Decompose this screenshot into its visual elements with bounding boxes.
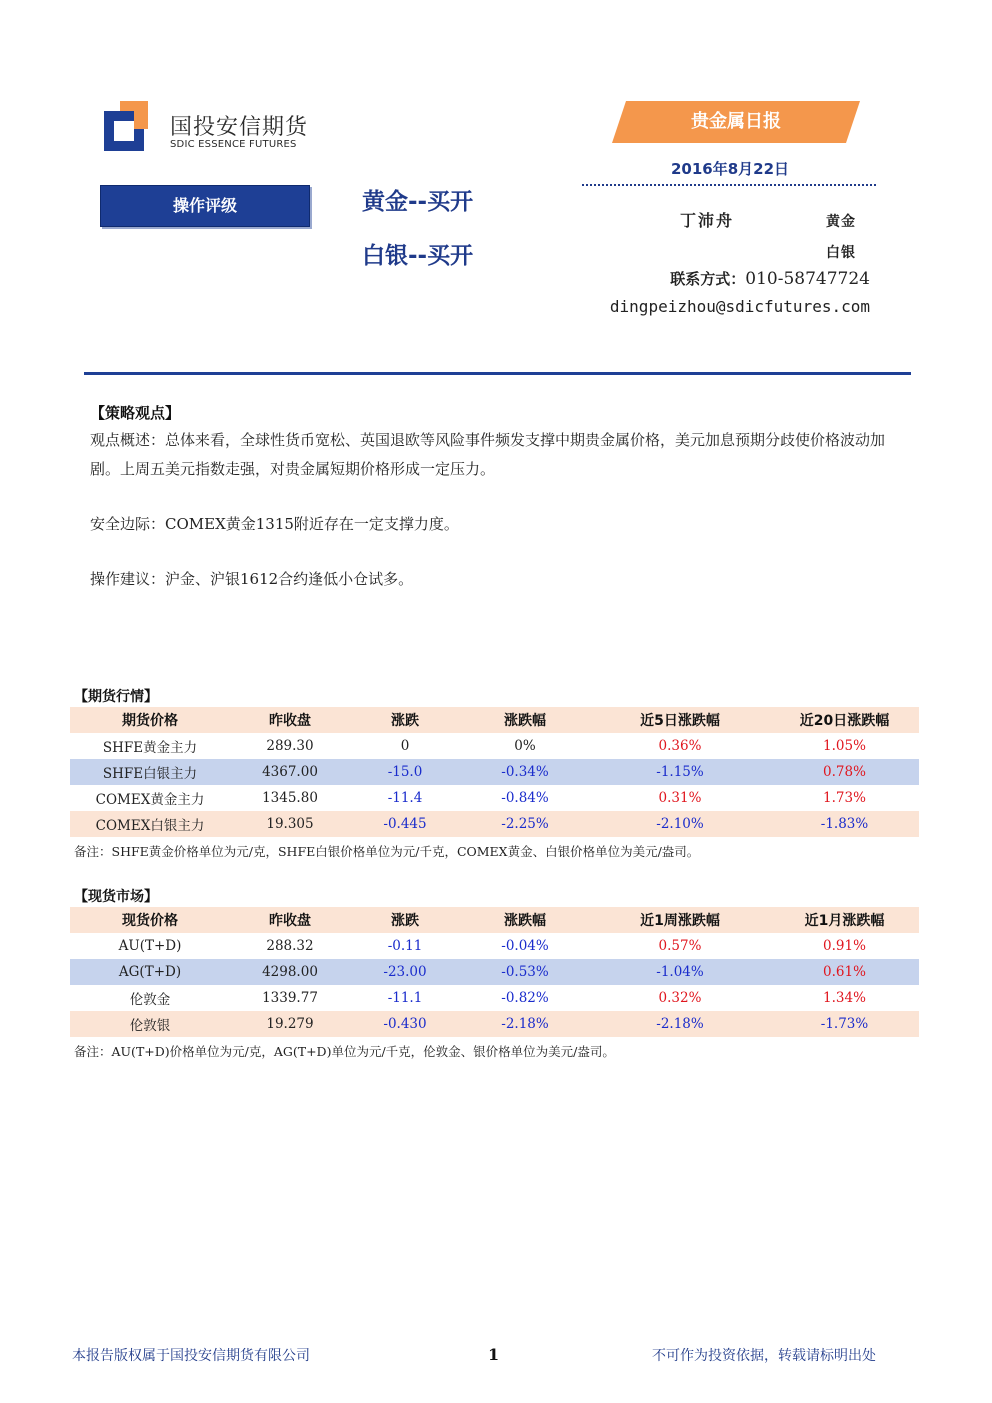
table-cell: 0.36% <box>658 738 702 754</box>
column-header: 近1周涨跌幅 <box>590 907 770 933</box>
table-cell: -2.18% <box>590 1011 770 1037</box>
table-cell: -11.4 <box>387 790 423 806</box>
table-cell: -0.53% <box>460 959 590 985</box>
column-header: 近1月涨跌幅 <box>770 907 919 933</box>
spot-note: 备注：AU(T+D)价格单位为元/克，AG(T+D)单位为元/千克，伦敦金、银价格单位为美元/盎司。 <box>74 1044 615 1059</box>
table-cell: -1.83% <box>770 811 919 837</box>
table-cell: -1.04% <box>590 959 770 985</box>
spot-title: 【现货市场】 <box>74 889 158 905</box>
table-cell: -23.00 <box>350 959 460 985</box>
table-row <box>70 959 919 985</box>
table-cell: 4367.00 <box>230 759 350 785</box>
analyst-sector-gold: 黄金 <box>826 214 856 230</box>
column-header: 现货价格 <box>70 907 230 933</box>
strategy-title: 【策略观点】 <box>90 404 181 422</box>
analyst-name: 丁沛舟 <box>680 211 735 230</box>
table-cell: -1.73% <box>770 1011 919 1037</box>
table-row <box>70 785 919 811</box>
report-date: 2016年8月22日 <box>670 160 790 178</box>
table-cell: 288.32 <box>266 938 314 954</box>
table-cell: AG(T+D) <box>70 959 230 985</box>
contact-label: 联系方式： <box>670 270 746 288</box>
table-row <box>70 811 919 837</box>
table-cell: 0.91% <box>823 938 866 954</box>
column-header: 期货价格 <box>70 707 230 733</box>
dotted-divider <box>582 184 876 186</box>
table-cell: SHFE黄金主力 <box>102 740 198 756</box>
table-cell: COMEX黄金主力 <box>95 792 205 808</box>
futures-title: 【期货行情】 <box>74 689 158 705</box>
contact-phone: 010-58747724 <box>745 269 870 289</box>
table-cell: AU(T+D) <box>118 938 182 954</box>
table-cell: -0.82% <box>501 990 549 1006</box>
table-cell: 0% <box>514 738 536 754</box>
table-cell: 1.34% <box>823 990 866 1006</box>
table-cell: -0.04% <box>501 938 549 954</box>
footer-disclaimer: 不可作为投资依据，转载请标明出处 <box>652 1348 876 1364</box>
table-cell: 19.279 <box>230 1011 350 1037</box>
table-row <box>70 933 919 959</box>
table-cell: 289.30 <box>266 738 314 754</box>
table-cell: 1339.77 <box>262 990 318 1006</box>
table-cell: 19.305 <box>230 811 350 837</box>
report-type-label: 贵金属日报 <box>691 111 781 132</box>
table-cell: -1.15% <box>590 759 770 785</box>
column-header: 昨收盘 <box>230 907 350 933</box>
column-header: 涨跌 <box>350 707 460 733</box>
table-cell: 伦敦银 <box>70 1011 230 1037</box>
table-cell: 0.57% <box>658 938 702 954</box>
table-cell: 1345.80 <box>262 790 318 806</box>
table-header-row <box>70 707 919 733</box>
page-number: 1 <box>488 1345 500 1364</box>
table-cell: -2.18% <box>460 1011 590 1037</box>
futures-note: 备注：SHFE黄金价格单位为元/克，SHFE白银价格单位为元/千克，COMEX黄金、白银价格单位为美元/盎司。 <box>74 844 700 859</box>
logo-company-name-cn: 国投安信期货 <box>170 115 309 140</box>
spot-table <box>70 907 919 1037</box>
rating-silver: 白银--买开 <box>362 243 474 269</box>
strategy-suggestion: 操作建议：沪金、沪银1612合约逢低小仓试多。 <box>90 570 414 588</box>
table-cell: 1.73% <box>823 790 866 806</box>
column-header: 涨跌幅 <box>460 707 590 733</box>
company-logo-icon <box>104 101 160 151</box>
table-cell: 0.31% <box>658 790 702 806</box>
table-cell: COMEX白银主力 <box>70 811 230 837</box>
table-cell: 伦敦金 <box>129 992 171 1008</box>
column-header: 近5日涨跌幅 <box>590 707 770 733</box>
table-cell: 0 <box>400 738 410 754</box>
footer-copyright: 本报告版权属于国投安信期货有限公司 <box>72 1348 310 1364</box>
table-cell: 0.61% <box>770 959 919 985</box>
contact-line <box>620 268 870 289</box>
table-cell: -11.1 <box>387 990 423 1006</box>
contact-email[interactable]: dingpeizhou@sdicfutures.com <box>609 297 870 316</box>
table-cell: -2.25% <box>460 811 590 837</box>
column-header: 昨收盘 <box>230 707 350 733</box>
table-row <box>70 733 919 759</box>
table-cell: -0.34% <box>460 759 590 785</box>
table-row <box>70 985 919 1011</box>
table-row <box>70 1011 919 1037</box>
table-cell: -15.0 <box>350 759 460 785</box>
logo-company-name-en: SDIC ESSENCE FUTURES <box>170 139 297 150</box>
table-cell: SHFE白银主力 <box>70 759 230 785</box>
table-cell: -0.430 <box>350 1011 460 1037</box>
table-cell: 0.32% <box>658 990 702 1006</box>
column-header: 涨跌 <box>350 907 460 933</box>
table-header-row <box>70 907 919 933</box>
rating-gold: 黄金--买开 <box>362 189 474 215</box>
table-cell: -0.11 <box>387 938 423 954</box>
rating-label-box: 操作评级 <box>100 185 310 227</box>
strategy-safety-margin: 安全边际：COMEX黄金1315附近存在一定支撑力度。 <box>90 515 459 533</box>
column-header: 近20日涨跌幅 <box>770 707 919 733</box>
header-divider <box>84 372 911 375</box>
table-cell: 1.05% <box>823 738 866 754</box>
table-cell: 4298.00 <box>230 959 350 985</box>
table-cell: 0.78% <box>770 759 919 785</box>
table-cell: -2.10% <box>590 811 770 837</box>
column-header: 涨跌幅 <box>460 907 590 933</box>
futures-table <box>70 707 919 837</box>
table-row <box>70 759 919 785</box>
table-cell: -0.445 <box>350 811 460 837</box>
table-cell: -0.84% <box>501 790 549 806</box>
analyst-sector-silver: 白银 <box>826 245 856 261</box>
strategy-overview: 观点概述：总体来看，全球性货币宽松、英国退欧等风险事件频发支撑中期贵金属价格，美元加息预期分歧使价格波动加剧。上周五美元指数走强，对贵金属短期价格形成一定压力。 <box>90 431 886 478</box>
